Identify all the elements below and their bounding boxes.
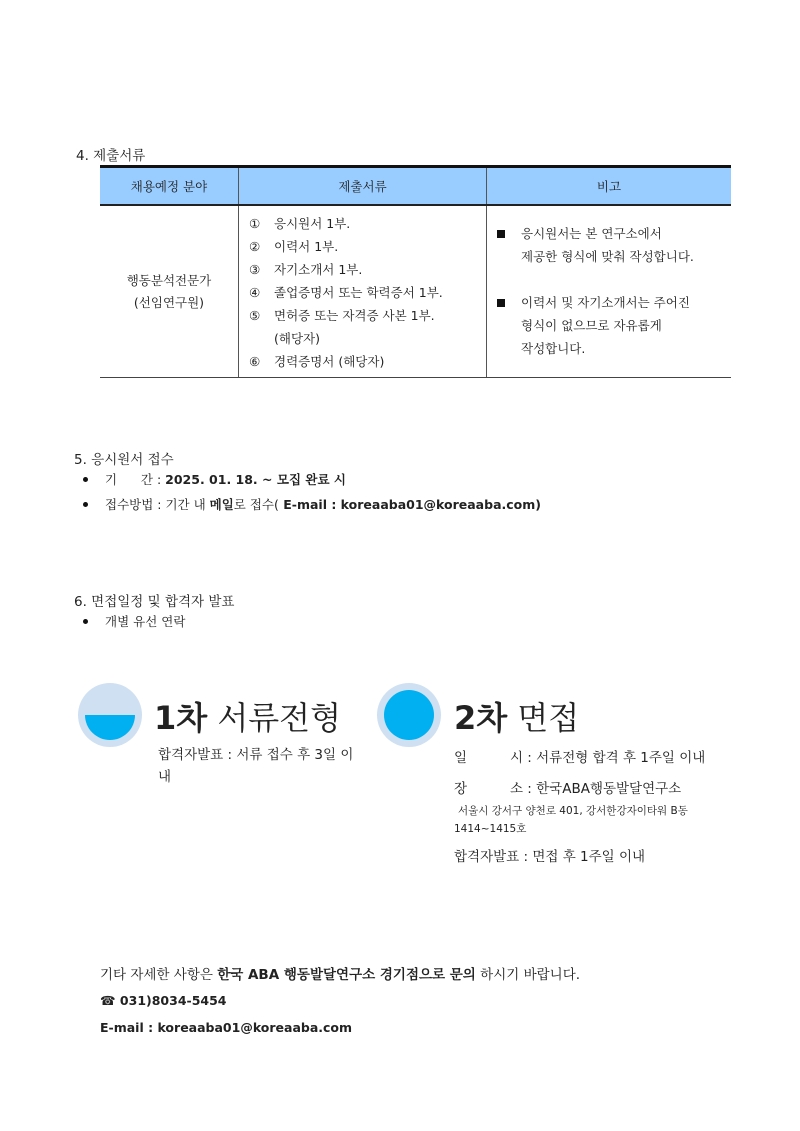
contact-email: E-mail : koreaaba01@koreaaba.com [100,1020,353,1035]
stage1-result [158,744,353,788]
intro-text: 기타 자세한 사항은 [100,967,218,983]
note-text: 이력서 및 자기소개서는 주어진 [521,294,690,310]
stage2-address [454,802,688,838]
intro-bold: 한국 ABA 행동발달연구소 경기점으로 문의 [217,967,476,983]
stage1-title [154,693,341,739]
method-label: 접수방법 : 기간 내 [105,497,210,512]
item-number: ⑤ [249,308,261,323]
table-header-row [100,167,731,206]
header-field: 채용예정 분야 [100,167,239,206]
item-text: 자기소개서 1부. [274,262,363,277]
list-item [249,212,486,235]
documents-cell [239,205,487,378]
period-value: 2025. 01. 18. ~ 모집 완료 시 [165,472,346,487]
note-text: 작성합니다. [521,340,586,356]
list-item [495,291,731,360]
documents-list [239,206,486,377]
stage2-circle-icon [377,683,441,747]
item-text: 졸업증명서 또는 학력증서 1부. [274,285,443,300]
section6-title: 6. 면접일정 및 합격자 발표 [74,594,235,610]
stage2-title [454,693,579,739]
documents-table [100,165,731,378]
list-item [249,235,486,258]
stage2-name: 면접 [507,699,580,737]
stage1-result-line: 합격자발표 : 서류 접수 후 3일 이 [158,747,354,763]
list-item [80,609,185,634]
item-number: ② [249,239,261,254]
method-mid: 로 접수( [233,497,279,512]
list-item [249,350,486,373]
intro-text: 하시기 바랍니다. [475,967,581,983]
item-text: 이력서 1부. [274,239,339,254]
list-item [249,281,486,304]
contact-intro [100,963,580,983]
list-item [249,258,486,281]
method-bold: 메일 [209,497,234,512]
method-email: E-mail : koreaaba01@koreaaba.com) [278,497,541,512]
list-item [495,222,731,268]
stage1-result-line: 내 [158,769,172,785]
notes-cell [487,205,732,378]
note-text: 제공한 형식에 맞춰 작성합니다. [521,248,694,264]
notes-list [487,218,731,366]
list-item [249,304,486,350]
item-number: ③ [249,262,261,277]
section4-title: 4. 제출서류 [76,148,146,164]
table-row [100,205,731,378]
section6-list [80,609,185,634]
section5-list [80,467,541,517]
header-notes: 비고 [487,167,732,206]
section5-title: 5. 응시원서 접수 [74,452,174,468]
field-name: 행동분석전문가 [126,272,212,288]
item-text: 면허증 또는 자격증 사본 1부. [274,308,435,323]
item-continuation: (해당자) [274,331,320,346]
stage2-number: 2차 [454,699,508,737]
note-text: 응시원서는 본 연구소에서 [521,225,662,241]
stage2-place: 장 소 : 한국ABA행동발달연구소 [454,781,682,797]
item-number: ④ [249,285,261,300]
stage2-result: 합격자발표 : 면접 후 1주일 이내 [454,849,646,865]
address-line: 서울시 강서구 양천로 401, 강서한강자이타워 B동 [458,805,688,817]
field-position: (선임연구원) [133,294,205,310]
item-text: 응시원서 1부. [274,216,351,231]
stage1-number: 1차 [154,699,208,737]
item-text: 경력증명서 (해당자) [274,354,385,369]
stage2-date: 일 시 : 서류전형 합격 후 1주일 이내 [454,750,706,766]
header-documents: 제출서류 [239,167,487,206]
note-text: 형식이 없으므로 자유롭게 [521,317,662,333]
list-item [80,492,541,517]
stage1-name: 서류전형 [207,699,342,737]
stage1-circle-icon [78,683,142,747]
list-item [80,467,541,492]
contact-method: 개별 유선 연락 [105,614,186,629]
item-number: ⑥ [249,354,261,369]
field-cell [100,205,239,378]
contact-phone: ☎ 031)8034-5454 [100,993,227,1008]
item-number: ① [249,216,261,231]
period-label: 기 간 : [105,472,166,487]
square-bullet-icon [497,299,505,307]
square-bullet-icon [497,230,505,238]
address-line: 1414~1415호 [454,823,527,835]
